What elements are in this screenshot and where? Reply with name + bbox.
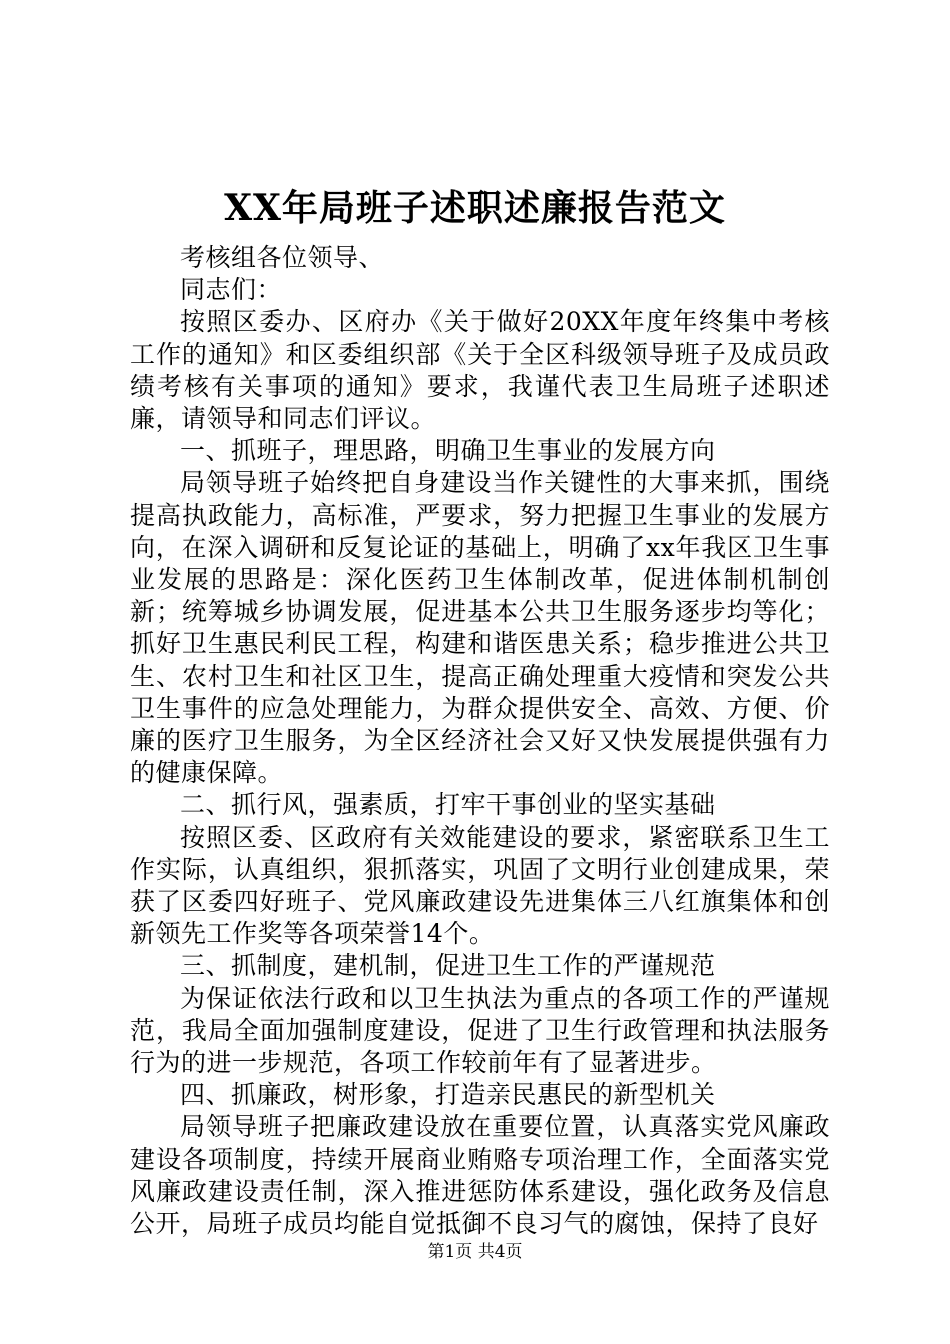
salutation-line-2: 同志们：: [180, 275, 283, 305]
document-body: [130, 242, 830, 1240]
section-paragraph-2: 按照区委、区政府有关效能建设的要求，紧密联系卫生工作实际，认真组织，狠抓落实，巩固了文明行业创建成果，荣获了区委四好班子、党风廉政建设先进集体三八红旗集体和创新领先工作奖等各项荣誉14个。: [130, 822, 830, 949]
section-heading-1: 一、抓班子，理思路，明确卫生事业的发展方向: [180, 436, 716, 466]
document-title: XX年局班子述职述廉报告范文: [224, 187, 726, 229]
section-paragraph-1: 局领导班子始终把自身建设当作关键性的大事来抓，围绕提高执政能力，高标准，严要求，努力把握卫生事业的发展方向，在深入调研和反复论证的基础上，明确了xx年我区卫生事业发展的思路是：深化医药卫生体制改革，促进体制机制创新；统筹城乡协调发展，促进基本公共卫生服务逐步均等化；抓好卫生惠民利民工程，构建和谐医患关系；稳步推进公共卫生、农村卫生和社区卫生，提高正确处理重大疫情和突发公共卫生事件的应急处理能力，为群众提供安全、高效、方便、价廉的医疗卫生服务，为全区经济社会又好又快发展提供强有力的健康保障。: [130, 468, 830, 788]
section-paragraph-4: 局领导班子把廉政建设放在重要位置，认真落实党风廉政建设各项制度，持续开展商业贿赂专项治理工作，全面落实党风廉政建设责任制，深入推进惩防体系建设，强化政务及信息公开，局班子成员均能自觉抵御不良习气的腐蚀，保持了良好: [130, 1112, 830, 1239]
section-heading-3: 三、抓制度，建机制，促进卫生工作的严谨规范: [180, 951, 716, 981]
salutation-line-1: 考核组各位领导、: [180, 243, 385, 272]
page-footer: 第1页 共4页: [427, 1242, 523, 1262]
section-heading-2: 二、抓行风，强素质，打牢干事创业的坚实基础: [180, 790, 716, 820]
section-heading-4: 四、抓廉政，树形象，打造亲民惠民的新型机关: [180, 1080, 716, 1110]
intro-paragraph: 按照区委办、区府办《关于做好20XX年度年终集中考核工作的通知》和区委组织部《关于全区科级领导班子及成员政绩考核有关事项的通知》要求，我谨代表卫生局班子述职述廉，请领导和同志们评议。: [130, 307, 830, 434]
section-paragraph-3: 为保证依法行政和以卫生执法为重点的各项工作的严谨规范，我局全面加强制度建设，促进了卫生行政管理和执法服务行为的进一步规范，各项工作较前年有了显著进步。: [130, 983, 830, 1078]
